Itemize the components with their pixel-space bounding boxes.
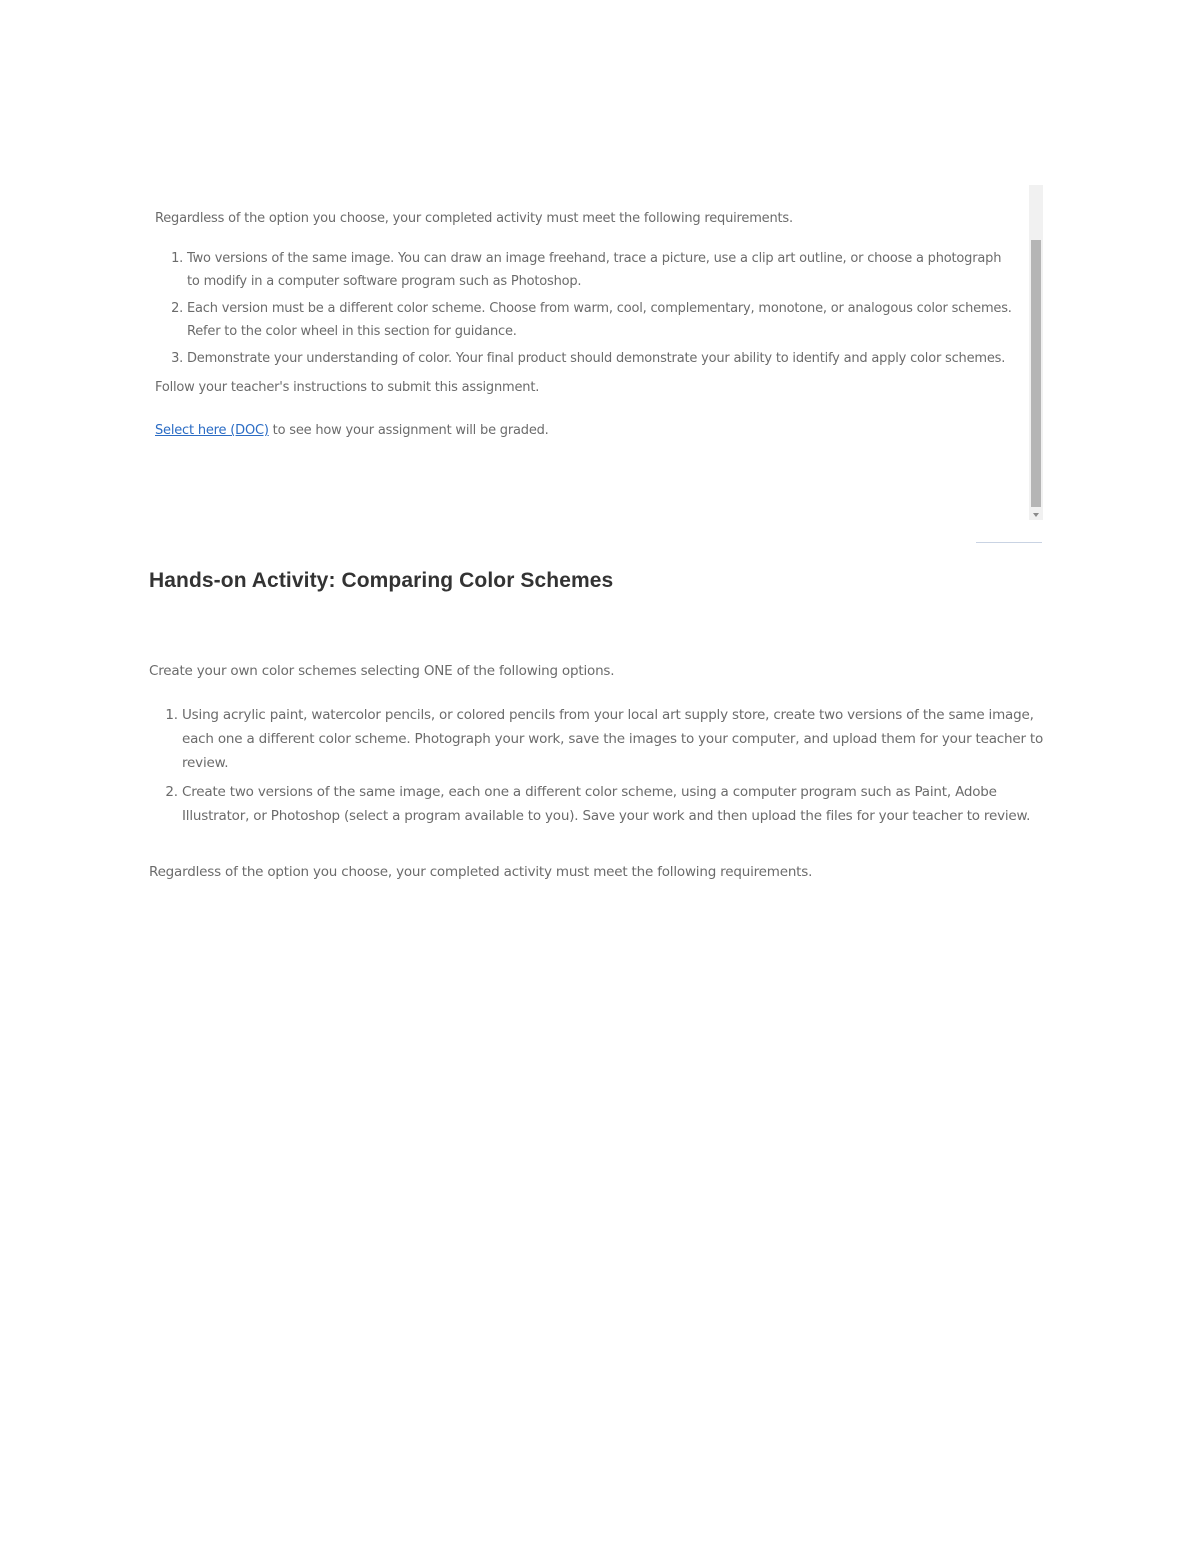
rubric-doc-link[interactable]: Select here (DOC) [155, 423, 269, 438]
requirements-intro: Regardless of the option you choose, your completed activity must meet the following requirements. [155, 211, 793, 226]
requirement-item: 1. Two versions of the same image. You can draw an image freehand, trace a picture, use a clip art outline, or choose a photograph to modify in a computer software program such as Photoshop. [187, 247, 1015, 293]
option-item: 1. Using acrylic paint, watercolor pencils, or colored pencils from your local art supply store, create two versions of the same image, each one a different color scheme. Photograph your work, save the images to your computer, and upload them for your teacher to review. [182, 703, 1044, 775]
requirements-list [155, 247, 1015, 370]
divider [976, 542, 1042, 543]
page-title: Hands-on Activity: Comparing Color Schemes [149, 569, 614, 592]
requirement-item: 3. Demonstrate your understanding of color. Your final product should demonstrate your ability to identify and apply color schemes. [187, 347, 1015, 370]
options-list [149, 703, 1044, 828]
options-intro: Create your own color schemes selecting ONE of the following options. [149, 663, 615, 679]
scrollbar-thumb[interactable] [1031, 240, 1041, 507]
assignment-panel [140, 185, 1042, 520]
panel-scrollbar[interactable] [1029, 185, 1043, 520]
panel-content [155, 207, 1015, 442]
option-item: 2. Create two versions of the same image, each one a different color scheme, using a computer program such as Paint, Adobe Illustrator, or Photoshop (select a program available to you). Save your work and then upload the files for your teacher to review. [182, 780, 1044, 828]
requirements-closing: Regardless of the option you choose, your completed activity must meet the following requirements. [149, 864, 813, 880]
grading-line [155, 419, 1015, 442]
activity-body [149, 659, 1044, 884]
requirement-item: 2. Each version must be a different color scheme. Choose from warm, cool, complementary, monotone, or analogous color schemes. Refer to the color wheel in this section for guidance. [187, 297, 1015, 343]
submit-instructions: Follow your teacher's instructions to submit this assignment. [155, 380, 540, 395]
scroll-down-arrow-icon[interactable] [1033, 513, 1039, 517]
grading-text: to see how your assignment will be graded. [268, 423, 549, 438]
